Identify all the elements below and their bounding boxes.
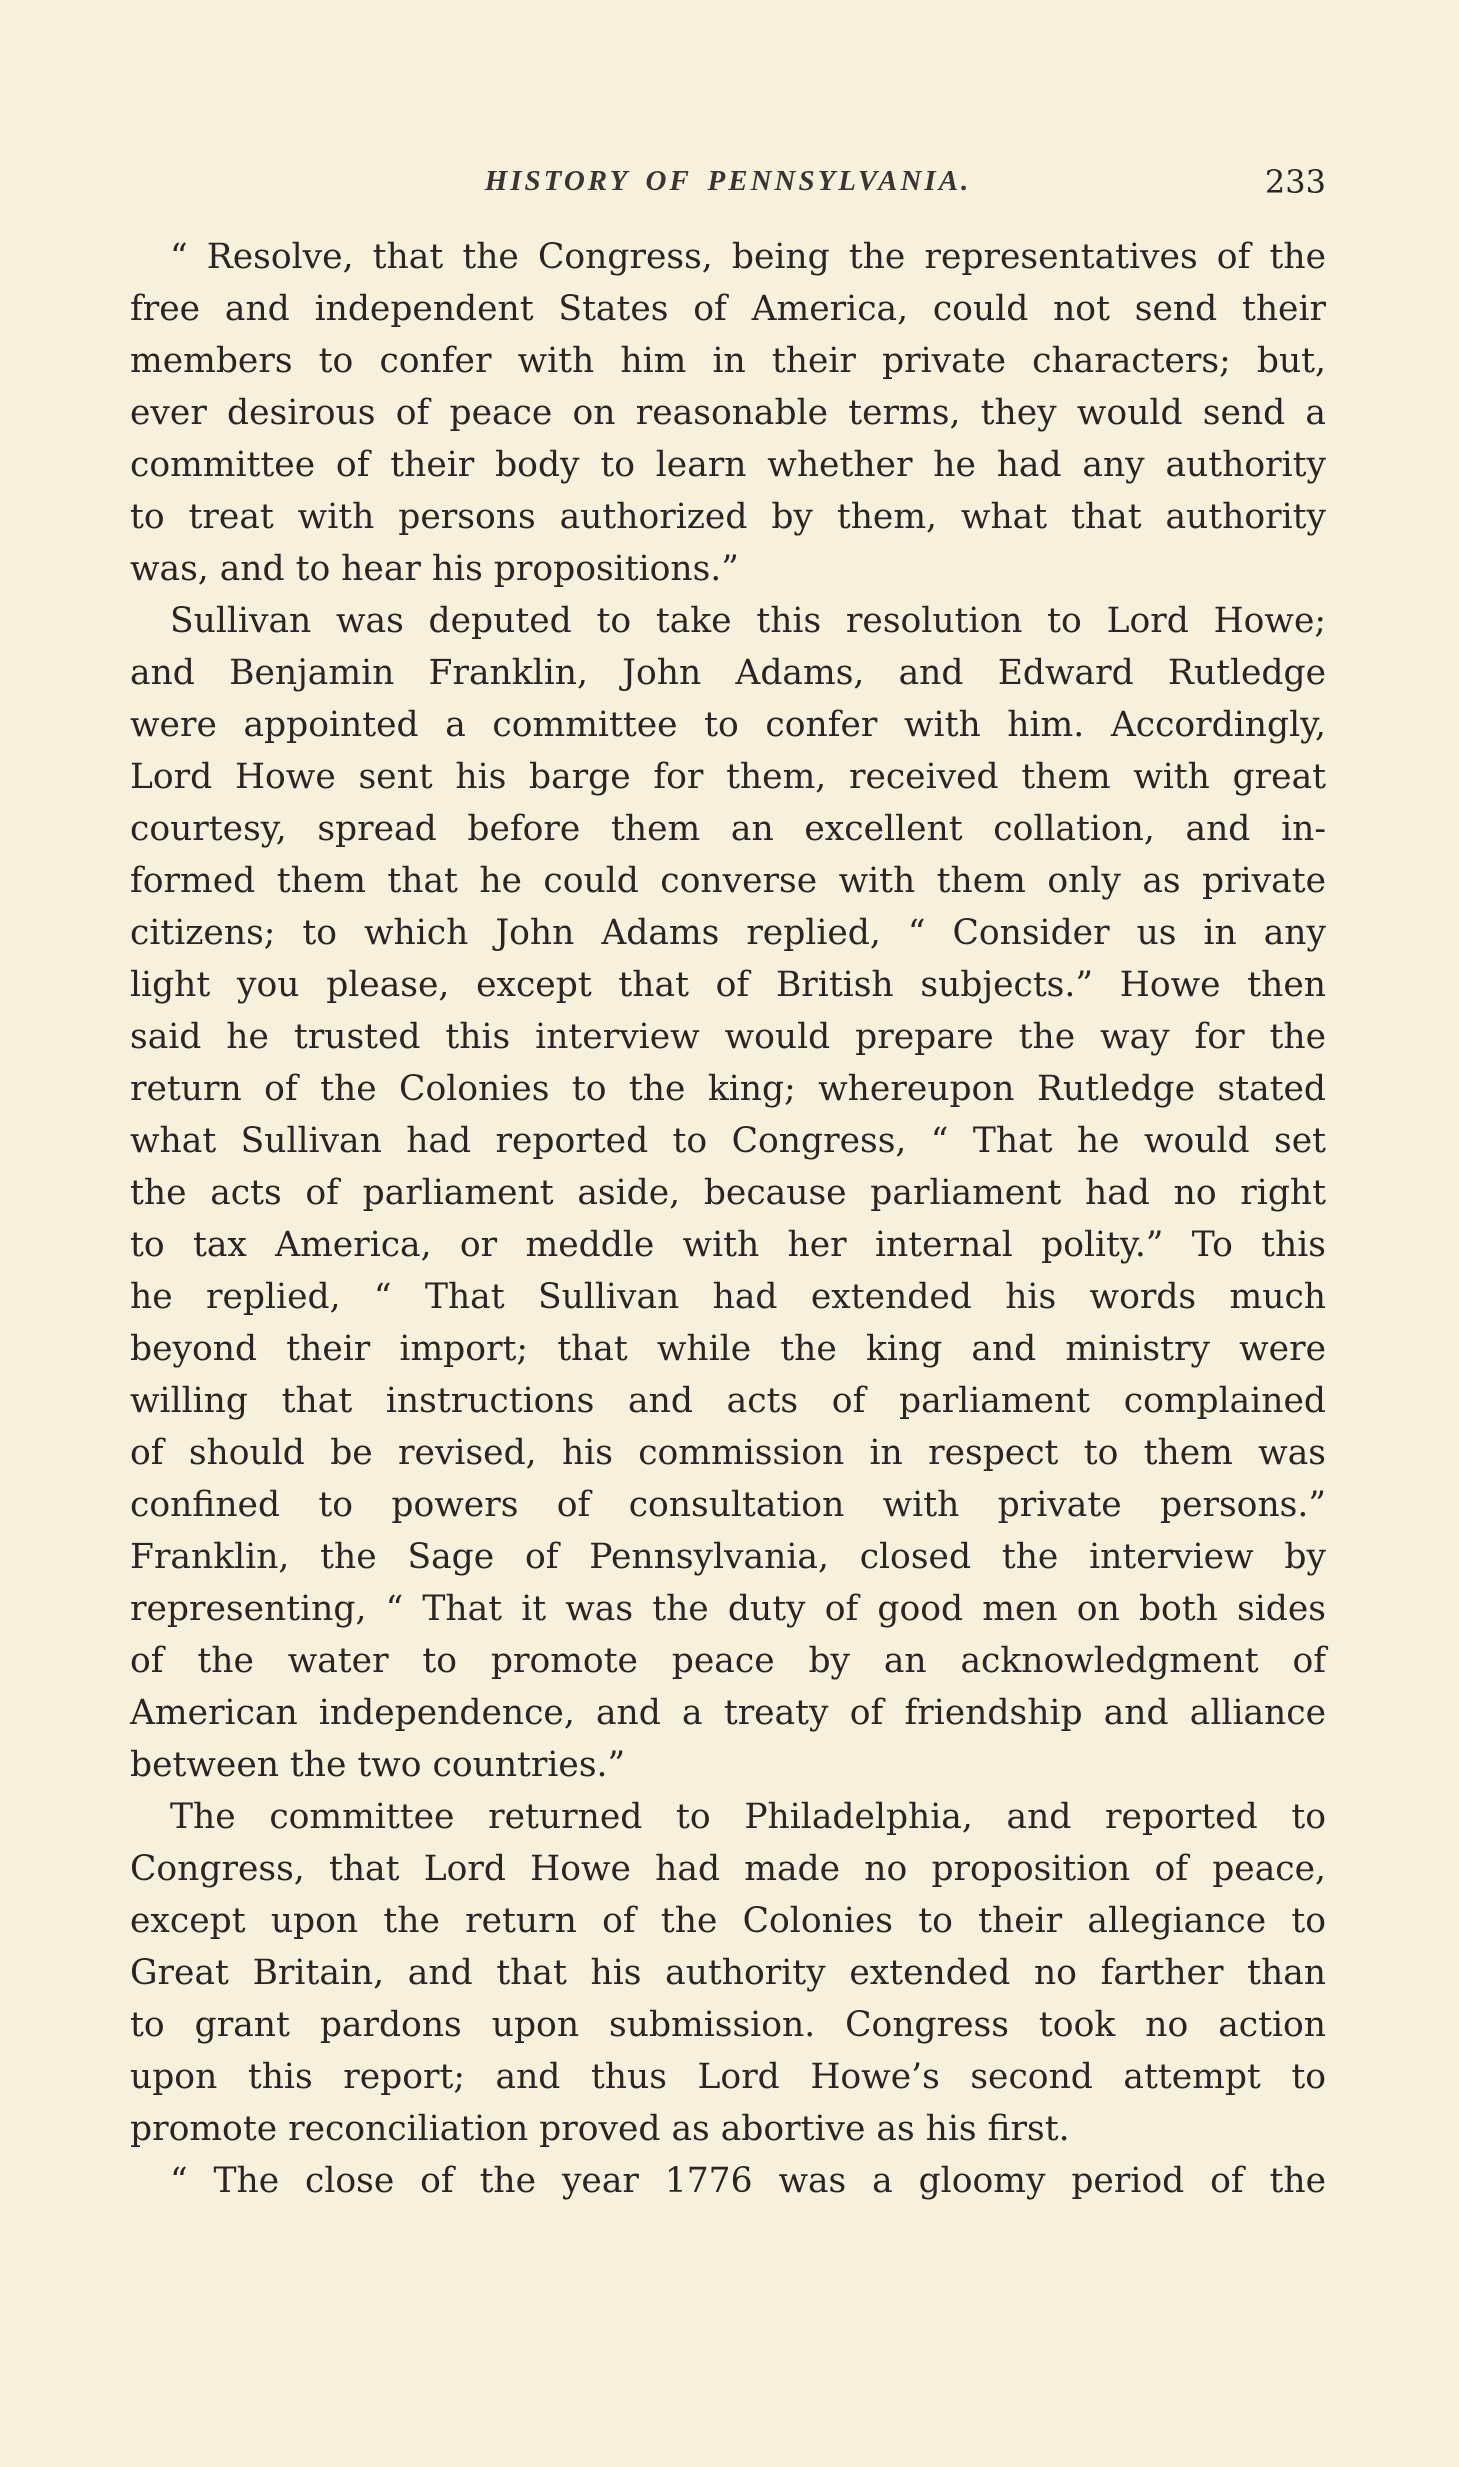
text-line: upon this report; and thus Lord Howe’s second attempt to [130,2057,1326,2097]
text-line: was, and to hear his propositions.” [130,549,739,589]
text-line: of should be revised, his commission in respect to them was [130,1433,1326,1473]
text-line: said he trusted this interview would prepare the way for the [130,1017,1326,1057]
text-line: beyond their import; that while the king and ministry were [130,1329,1326,1369]
text-line: what Sullivan had reported to Congress, “ That he would set [130,1121,1326,1161]
paragraph-3 [130,1791,1326,2155]
text-line: confined to powers of consultation with private persons.” [130,1485,1326,1525]
text-line: between the two countries.” [130,1745,626,1785]
page-number: 233 [1264,163,1326,201]
text-line: promote reconciliation proved as abortive as his first. [130,2109,1070,2149]
text-line: representing, “ That it was the duty of good men on both sides [130,1589,1326,1629]
text-line: “ Resolve, that the Congress, being the representatives of the [170,237,1326,277]
text-line: to grant pardons upon submission. Congress took no action [130,2005,1326,2045]
running-title: HISTORY OF PENNSYLVANIA. [484,165,972,197]
text-line: the acts of parliament aside, because parliament had no right [130,1173,1326,1213]
text-line: committee of their body to learn whether he had any authority [130,445,1326,485]
text-line: Franklin, the Sage of Pennsylvania, closed the interview by [130,1537,1326,1577]
text-line: except upon the return of the Colonies to their allegiance to [130,1901,1326,1941]
text-line: Sullivan was deputed to take this resolution to Lord Howe; [170,601,1326,641]
paragraph-2 [130,595,1326,1791]
text-line: light you please, except that of British subjects.” Howe then [130,965,1326,1005]
text-line: American independence, and a treaty of friendship and alliance [130,1693,1326,1733]
text-line: Great Britain, and that his authority extended no farther than [130,1953,1326,1993]
text-line: willing that instructions and acts of parliament complained [130,1381,1326,1421]
book-page [130,165,1326,2265]
running-head [130,165,1326,213]
text-line: were appointed a committee to confer with him. Accordingly, [130,705,1326,745]
text-line: free and independent States of America, could not send their [130,289,1326,329]
body-text [130,231,1326,2207]
text-line: courtesy, spread before them an excellent collation, and in- [130,809,1326,849]
text-line: formed them that he could converse with them only as private [130,861,1326,901]
paragraph-1 [130,231,1326,595]
text-line: he replied, “ That Sullivan had extended his words much [130,1277,1326,1317]
text-line: to tax America, or meddle with her internal polity.” To this [130,1225,1326,1265]
text-line: return of the Colonies to the king; whereupon Rutledge stated [130,1069,1326,1109]
paragraph-4 [130,2155,1326,2207]
text-line: of the water to promote peace by an acknowledgment of [130,1641,1326,1681]
text-line: and Benjamin Franklin, John Adams, and Edward Rutledge [130,653,1326,693]
text-line: “ The close of the year 1776 was a gloomy period of the [170,2161,1326,2201]
text-line: citizens; to which John Adams replied, “ Consider us in any [130,913,1326,953]
text-line: members to confer with him in their private characters; but, [130,341,1326,381]
text-line: The committee returned to Philadelphia, and reported to [170,1797,1326,1837]
text-line: Congress, that Lord Howe had made no proposition of peace, [130,1849,1326,1889]
text-line: Lord Howe sent his barge for them, received them with great [130,757,1326,797]
text-line: to treat with persons authorized by them, what that authority [130,497,1326,537]
text-line: ever desirous of peace on reasonable terms, they would send a [130,393,1326,433]
